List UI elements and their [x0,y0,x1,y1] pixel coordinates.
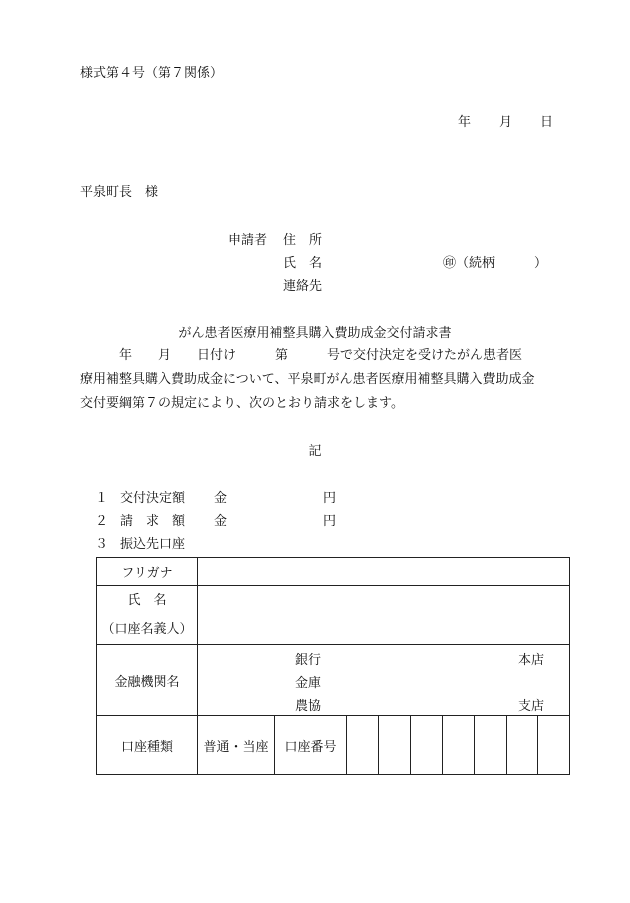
item-number: ２ [95,514,109,529]
seal-relationship: ㊞（続柄 ） [443,256,548,271]
item-label: 振込先口座 [120,537,186,552]
institution-field[interactable] [198,645,570,716]
furigana-label: フリガナ [97,558,198,586]
account-digit-cell[interactable] [507,716,538,775]
head-office-option: 本店 [518,653,545,668]
branch-option: 支店 [518,699,545,714]
account-type-value[interactable]: 普通・当座 [198,716,275,775]
name-label: 氏 名 [283,256,323,271]
shinkin-option: 金庫 [295,676,322,691]
item-yen: 円 [323,514,337,529]
account-row [97,716,570,775]
item-label: 請 求 額 [120,514,186,529]
account-holder-row [97,586,570,645]
account-holder-field[interactable] [198,586,570,645]
item-label: 交付決定額 [120,491,186,506]
account-digit-cell[interactable] [411,716,443,775]
furigana-row [97,558,570,586]
account-holder-label-line2: （口座名義人） [101,622,193,637]
bank-account-table [96,557,570,775]
ki-heading: 記 [308,444,322,459]
date-year: 年 [458,115,472,130]
account-digit-cell[interactable] [443,716,475,775]
item-kin: 金 [214,491,228,506]
body-paragraph [80,344,560,416]
account-type-label: 口座種類 [97,716,198,775]
account-holder-label [97,586,198,645]
contact-label: 連絡先 [283,279,323,294]
item-kin: 金 [214,514,228,529]
date-month: 月 [499,115,513,130]
item-yen: 円 [323,491,337,506]
body-line: 年 月 日付け 第 号で交付決定を受けたがん患者医 [80,348,523,363]
date-day: 日 [540,115,554,130]
institution-row [97,645,570,716]
account-digit-cell[interactable] [347,716,379,775]
body-line: 交付要綱第７の規定により、次のとおり請求をします。 [80,396,404,411]
form-number: 様式第４号（第７関係） [80,66,224,81]
document-title: がん患者医療用補整具購入費助成金交付請求書 [178,326,452,341]
institution-label: 金融機関名 [97,645,198,716]
noukyou-option: 農協 [295,699,322,714]
bank-option: 銀行 [295,653,322,668]
addressee: 平泉町長 様 [80,185,159,200]
account-number-label: 口座番号 [275,716,347,775]
body-line: 療用補整具購入費助成金について、平泉町がん患者医療用補整具購入費助成金 [80,372,535,387]
item-number: ３ [95,537,109,552]
account-digit-cell[interactable] [538,716,570,775]
item-number: １ [95,491,109,506]
address-label: 住 所 [283,233,323,248]
furigana-field[interactable] [198,558,570,586]
account-digit-cell[interactable] [475,716,507,775]
account-holder-label-line1: 氏 名 [127,593,167,608]
applicant-label: 申請者 [228,233,268,248]
account-digit-cell[interactable] [379,716,411,775]
